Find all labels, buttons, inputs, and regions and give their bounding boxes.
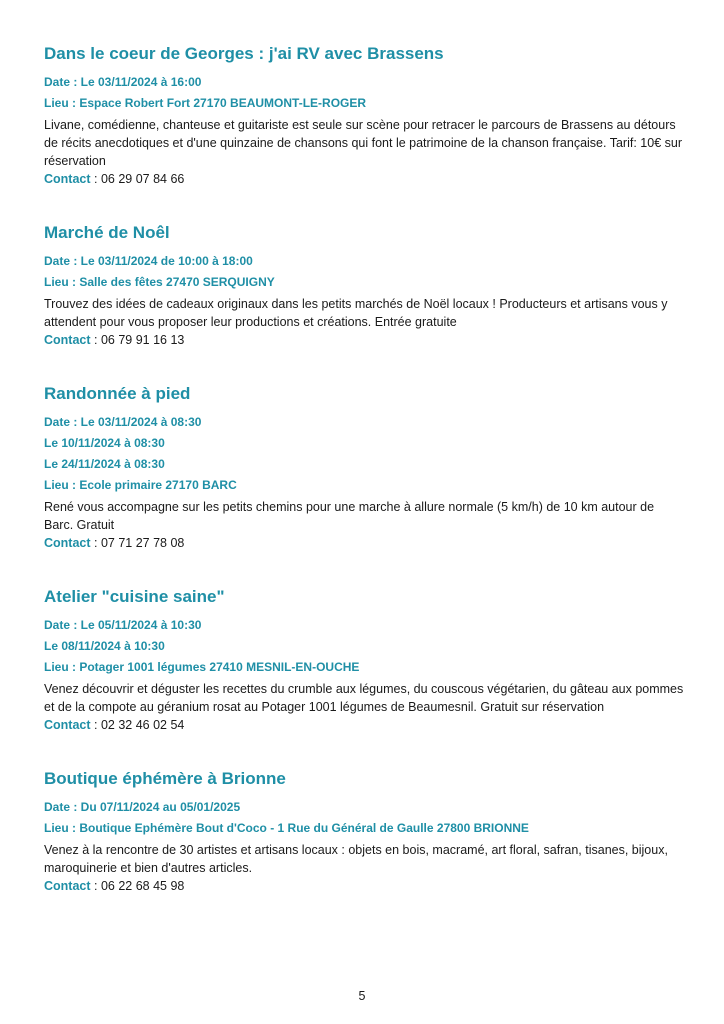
event-title: Randonnée à pied <box>44 384 191 403</box>
event-contact <box>44 716 684 734</box>
event-title: Atelier "cuisine saine" <box>44 587 225 606</box>
event-place: Lieu : Espace Robert Fort 27170 BEAUMONT-LE-ROGER <box>44 96 367 110</box>
contact-label: Contact <box>44 879 91 893</box>
event-title: Boutique éphémère à Brionne <box>44 769 286 788</box>
event-contact <box>44 331 684 349</box>
event-randonnee <box>44 383 684 552</box>
event-brassens <box>44 43 684 188</box>
contact-label: Contact <box>44 333 91 347</box>
event-date: Date : Le 05/11/2024 à 10:30 <box>44 618 202 632</box>
contact-phone: : 02 32 46 02 54 <box>90 718 185 732</box>
event-date: Date : Le 03/11/2024 à 08:30 <box>44 415 202 429</box>
event-boutique-ephemere <box>44 768 684 895</box>
event-date: Le 08/11/2024 à 10:30 <box>44 639 165 653</box>
event-date: Le 10/11/2024 à 08:30 <box>44 436 165 450</box>
event-place: Lieu : Salle des fêtes 27470 SERQUIGNY <box>44 275 275 289</box>
event-place: Lieu : Potager 1001 légumes 27410 MESNIL-EN-OUCHE <box>44 660 360 674</box>
event-description: Venez à la rencontre de 30 artistes et artisans locaux : objets en bois, macramé, art floral, safran, tisanes, bijoux, maroquinerie et bien d'autres articles. <box>44 843 668 875</box>
event-contact <box>44 877 684 895</box>
event-contact <box>44 170 684 188</box>
event-atelier-cuisine <box>44 586 684 734</box>
contact-phone: : 06 29 07 84 66 <box>90 172 185 186</box>
contact-label: Contact <box>44 536 91 550</box>
event-place: Lieu : Boutique Ephémère Bout d'Coco - 1 Rue du Général de Gaulle 27800 BRIONNE <box>44 821 529 835</box>
page-number: 5 <box>358 989 366 1003</box>
contact-phone: : 07 71 27 78 08 <box>90 536 185 550</box>
event-marche-noel <box>44 222 684 349</box>
contact-label: Contact <box>44 718 91 732</box>
event-description: René vous accompagne sur les petits chemins pour une marche à allure normale (5 km/h) de 10 km autour de Barc. Gratuit <box>44 500 655 532</box>
event-date: Le 24/11/2024 à 08:30 <box>44 457 165 471</box>
event-description: Livane, comédienne, chanteuse et guitariste est seule sur scène pour retracer le parcours de Brassens au détours de récits anecdotiques et d'une quinzaine de chansons qui font le patrimoine de la chanson française. Tarif: 10€ sur réservation <box>44 118 682 168</box>
event-date: Date : Le 03/11/2024 à 16:00 <box>44 75 202 89</box>
events-list <box>44 43 684 929</box>
contact-phone: : 06 79 91 16 13 <box>90 333 185 347</box>
contact-label: Contact <box>44 172 91 186</box>
event-description: Venez découvrir et déguster les recettes du crumble aux légumes, du couscous végétarien, du gâteau aux pommes et de la compote au géranium rosat au Potager 1001 légumes de Beaumesnil. Gratuit sur réservation <box>44 682 684 714</box>
contact-phone: : 06 22 68 45 98 <box>90 879 185 893</box>
event-date: Date : Du 07/11/2024 au 05/01/2025 <box>44 800 241 814</box>
event-title: Marché de Noêl <box>44 223 170 242</box>
event-date: Date : Le 03/11/2024 de 10:00 à 18:00 <box>44 254 253 268</box>
event-title: Dans le coeur de Georges : j'ai RV avec Brassens <box>44 44 444 63</box>
event-place: Lieu : Ecole primaire 27170 BARC <box>44 478 237 492</box>
event-description: Trouvez des idées de cadeaux originaux dans les petits marchés de Noël locaux ! Producteurs et artisans vous y attendent pour vous proposer leur productions et créations. Entrée gratuite <box>44 297 668 329</box>
event-contact <box>44 534 684 552</box>
